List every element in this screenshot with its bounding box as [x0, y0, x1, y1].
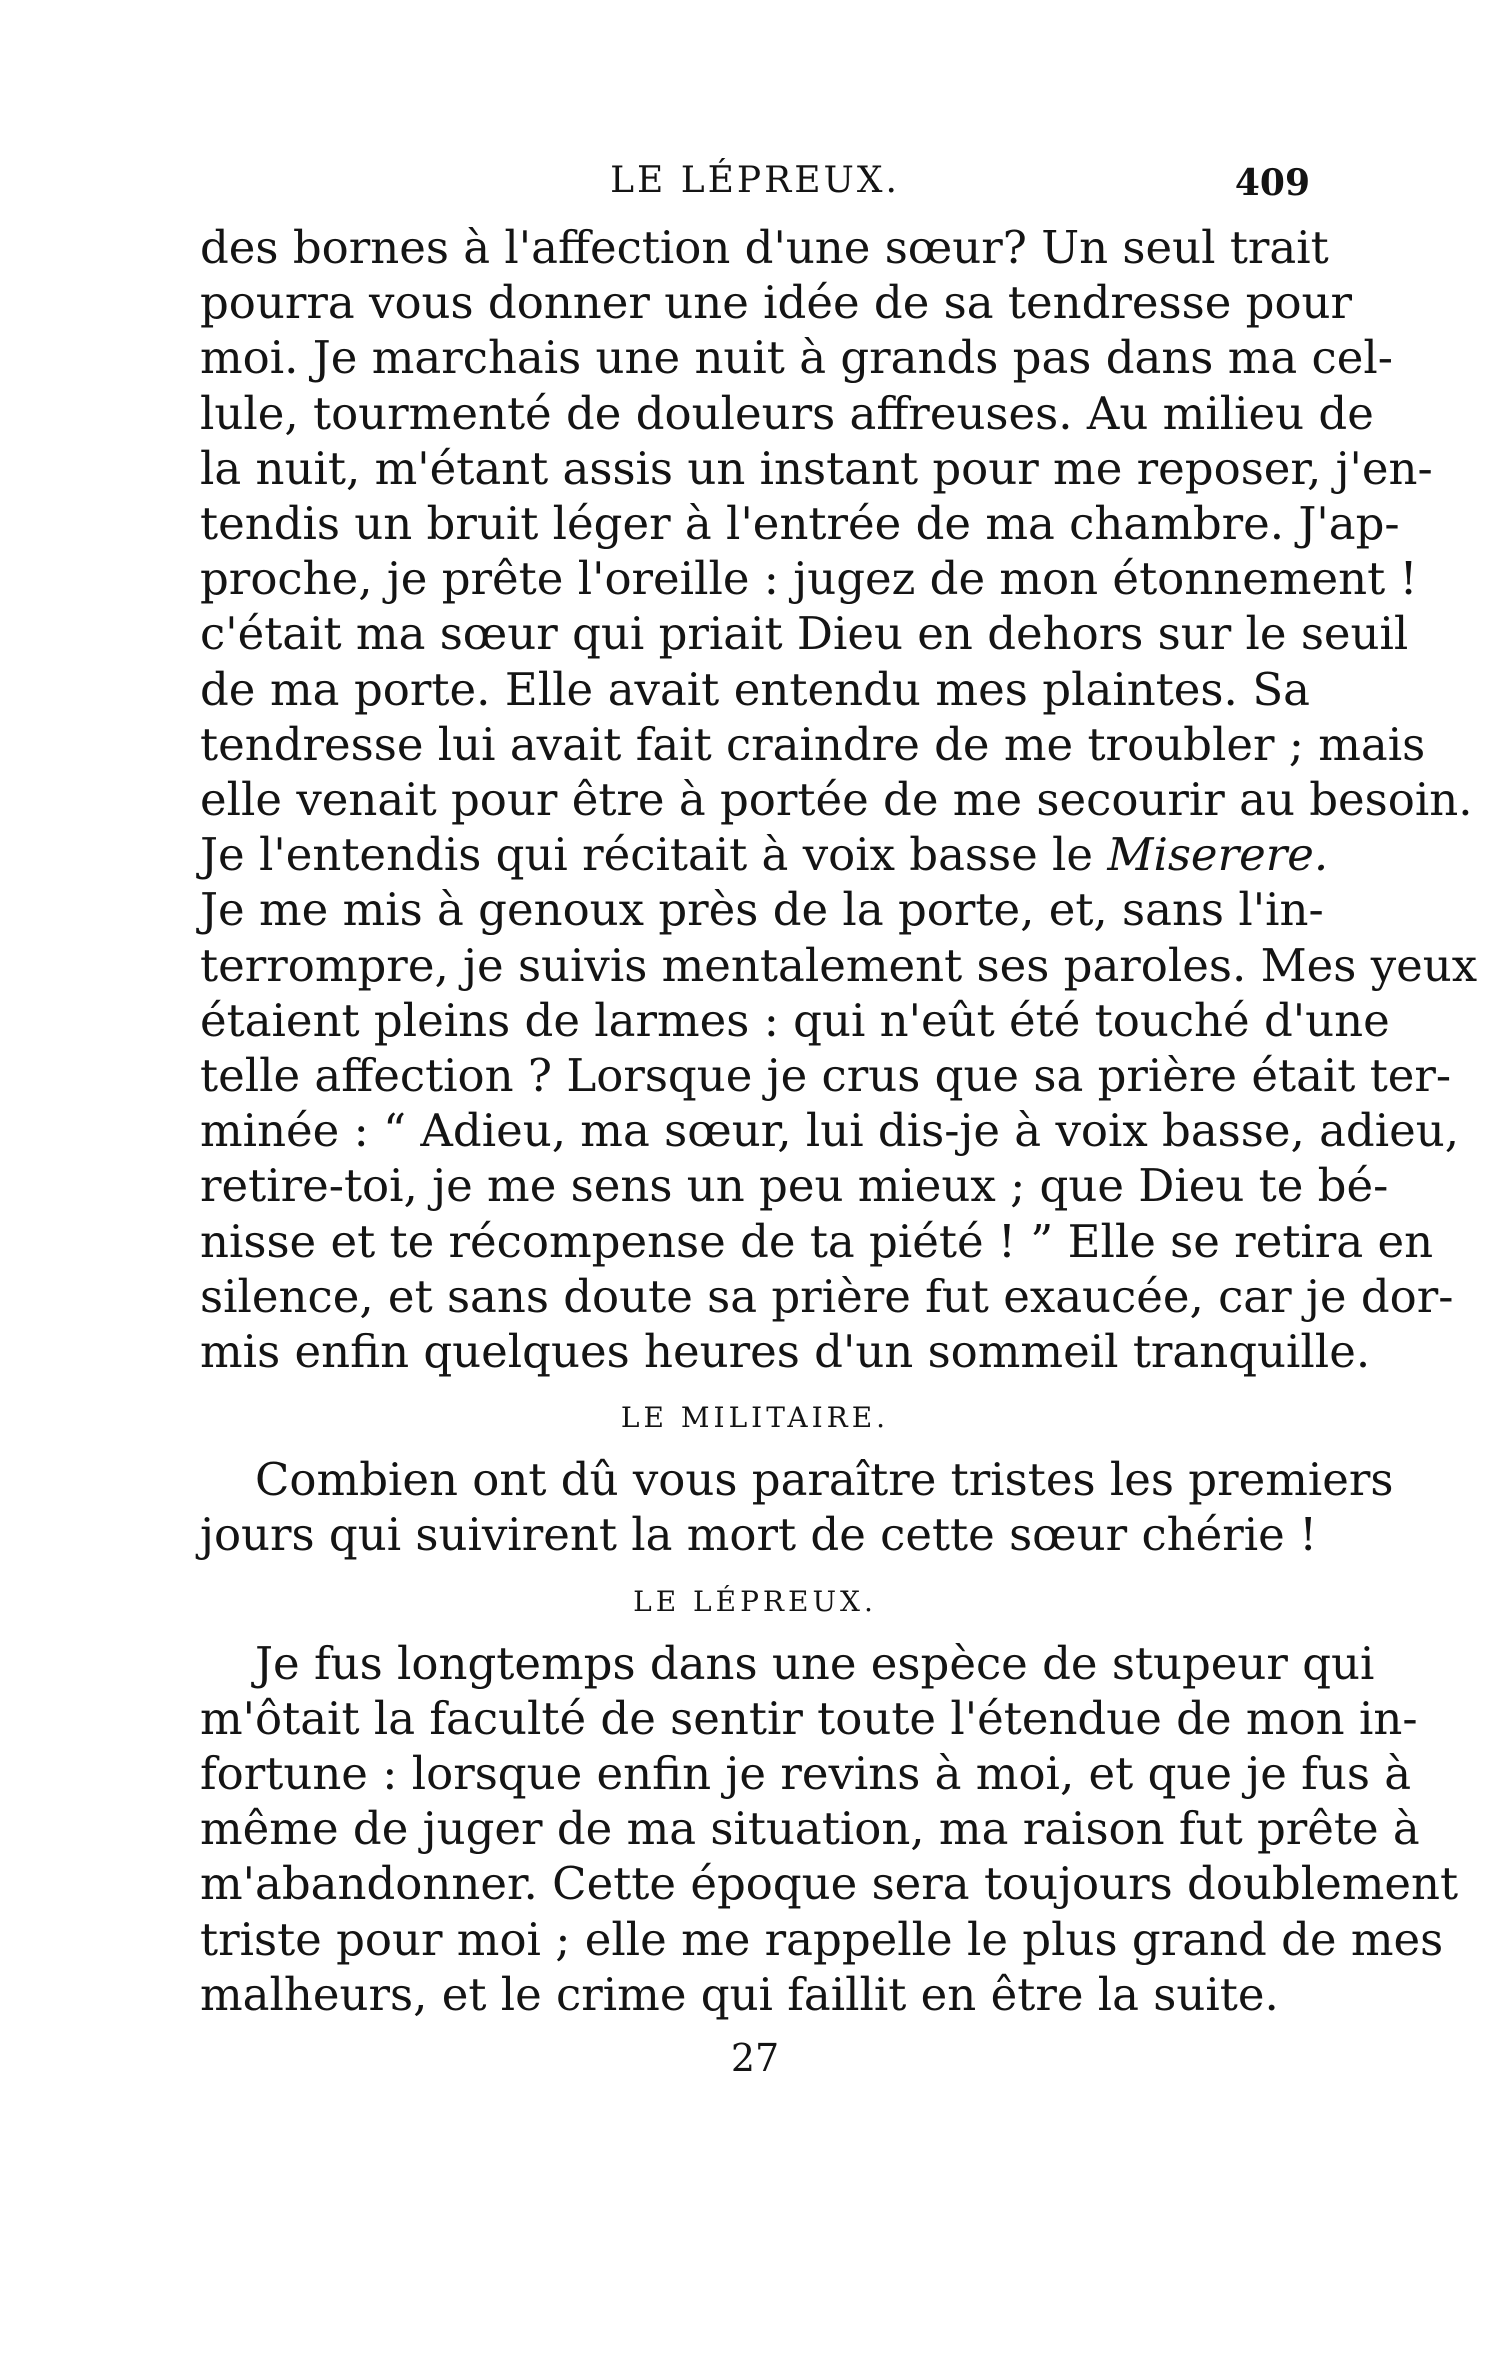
- text-line: silence, et sans doute sa prière fut exaucée, car je dor-: [200, 1269, 1454, 1323]
- text-line: retire-toi, je me sens un peu mieux ; que Dieu te bé-: [200, 1159, 1389, 1213]
- speaker-heading-militaire: LE MILITAIRE.: [620, 1401, 890, 1435]
- paragraph-leper-reply: [200, 1636, 1459, 2022]
- text-line: Je fus longtemps dans une espèce de stupeur qui: [255, 1636, 1375, 1690]
- text-line: elle venait pour être à portée de me secourir au besoin.: [200, 773, 1473, 827]
- text-line: proche, je prête l'oreille : jugez de mon étonnement !: [200, 552, 1418, 606]
- text-line: jours qui suivirent la mort de cette sœur chérie !: [200, 1508, 1318, 1562]
- text-line: la nuit, m'étant assis un instant pour me reposer, j'en-: [200, 441, 1433, 495]
- paragraph-leper-speech: [200, 220, 1478, 1379]
- text-line: même de juger de ma situation, ma raison fut prête à: [200, 1802, 1420, 1856]
- italic-title: Miserere.: [1107, 828, 1329, 882]
- text-line: tendis un bruit léger à l'entrée de ma chambre. J'ap-: [200, 497, 1400, 551]
- text-line: nisse et te récompense de ta piété ! ” Elle se retira en: [200, 1214, 1434, 1268]
- signature-mark: 27: [730, 2036, 780, 2081]
- running-title: LE LÉPREUX.: [610, 160, 900, 201]
- text-line-prefix: Je l'entendis qui récitait à voix basse le: [200, 828, 1094, 882]
- text-line: des bornes à l'affection d'une sœur? Un seul trait: [200, 221, 1329, 274]
- text-line: mis enfin quelques heures d'un sommeil tranquille.: [200, 1325, 1371, 1379]
- paragraph-soldier-speech: [200, 1452, 1394, 1562]
- text-line-with-italic: [200, 827, 1329, 882]
- text-line: lule, tourmenté de douleurs affreuses. Au milieu de: [200, 386, 1374, 440]
- text-line: c'était ma sœur qui priait Dieu en dehors sur le seuil: [200, 607, 1409, 661]
- running-head: [200, 160, 1310, 220]
- text-line: terrompre, je suivis mentalement ses paroles. Mes yeux: [200, 938, 1478, 992]
- text-line: triste pour moi ; elle me rappelle le plus grand de mes: [200, 1912, 1444, 1966]
- text-line: m'ôtait la faculté de sentir toute l'étendue de mon in-: [200, 1691, 1418, 1745]
- text-line: de ma porte. Elle avait entendu mes plaintes. Sa: [200, 662, 1310, 716]
- text-line: étaient pleins de larmes : qui n'eût été touché d'une: [200, 993, 1390, 1047]
- text-line: m'abandonner. Cette époque sera toujours doublement: [200, 1857, 1459, 1911]
- text-line: Combien ont dû vous paraître tristes les premiers: [255, 1453, 1394, 1507]
- page-number: 409: [1234, 162, 1310, 204]
- text-line: telle affection ? Lorsque je crus que sa prière était ter-: [200, 1049, 1452, 1103]
- speaker-heading-lepreux: LE LÉPREUX.: [633, 1584, 877, 1618]
- text-line: fortune : lorsque enfin je revins à moi, et que je fus à: [200, 1747, 1412, 1801]
- text-line: malheurs, et le crime qui faillit en être la suite.: [200, 1967, 1279, 2021]
- text-line: minée : “ Adieu, ma sœur, lui dis-je à voix basse, adieu,: [200, 1104, 1460, 1158]
- text-line: Je me mis à genoux près de la porte, et, sans l'in-: [200, 883, 1324, 937]
- text-line: tendresse lui avait fait craindre de me troubler ; mais: [200, 717, 1426, 771]
- text-line: pourra vous donner une idée de sa tendresse pour: [200, 276, 1353, 330]
- text-line: moi. Je marchais une nuit à grands pas dans ma cel-: [200, 331, 1393, 385]
- book-page: [200, 160, 1478, 2081]
